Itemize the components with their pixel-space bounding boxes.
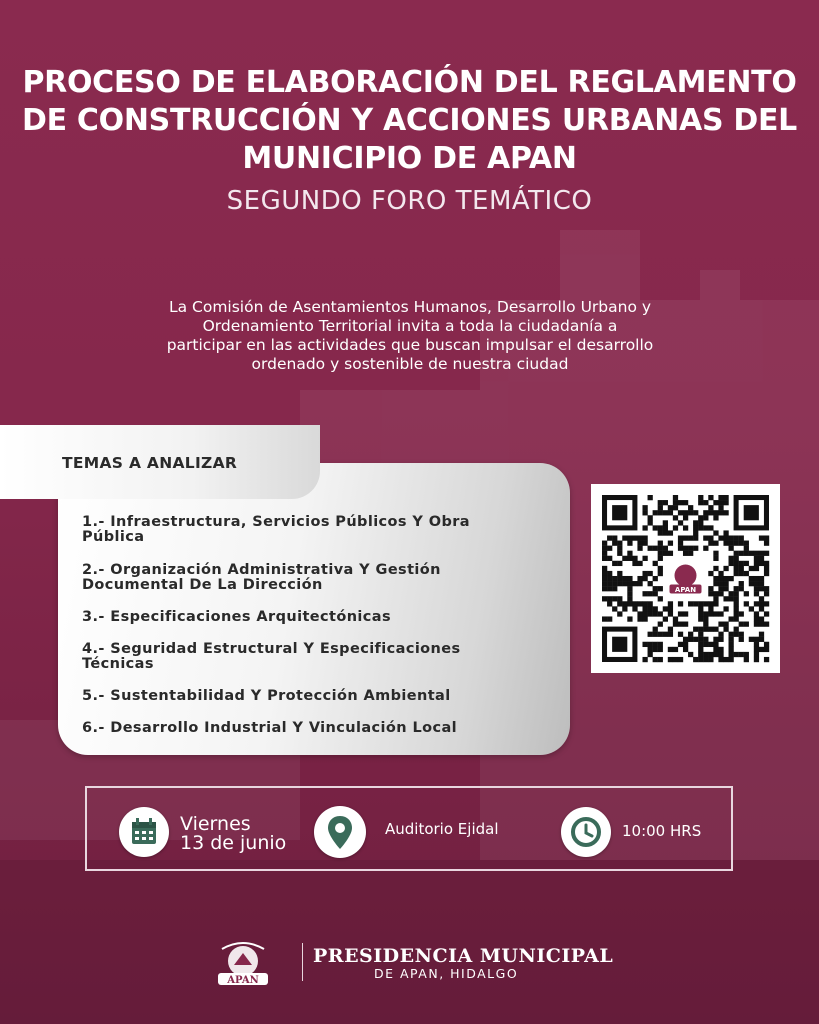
intro-line: Ordenamiento Territorial invita a toda la ciudadanía a	[202, 317, 618, 335]
topic-item	[82, 689, 562, 704]
footer-subtitle: DE APAN, HIDALGO	[374, 966, 519, 981]
event-time: 10:00 HRS	[622, 822, 702, 840]
footer-title: PRESIDENCIA MUNICIPAL	[313, 945, 614, 967]
seal-text: APAN	[227, 975, 259, 986]
footer-divider	[302, 943, 303, 981]
topic-item	[82, 563, 562, 593]
intro-text	[110, 298, 710, 374]
topic-line: 4.- Seguridad Estructural Y Especificaciones	[82, 641, 461, 657]
title-line: MUNICIPIO DE APAN	[242, 141, 577, 176]
topics-heading: TEMAS A ANALIZAR	[62, 454, 238, 472]
topic-item	[82, 610, 562, 625]
title-line: PROCESO DE ELABORACIÓN DEL REGLAMENTO	[22, 65, 797, 100]
intro-line: ordenado y sostenible de nuestra ciudad	[251, 355, 569, 373]
event-day: Viernes	[180, 813, 251, 835]
topic-line: 2.- Organización Administrativa Y Gestión	[82, 562, 441, 578]
event-date: 13 de junio	[180, 832, 287, 854]
topic-line: Pública	[82, 529, 145, 545]
topic-item	[82, 721, 562, 736]
topic-line: 6.- Desarrollo Industrial Y Vinculación Local	[82, 720, 457, 736]
intro-line: participar en las actividades que buscan impulsar el desarrollo	[166, 336, 654, 354]
title-line: DE CONSTRUCCIÓN Y ACCIONES URBANAS DEL	[21, 103, 798, 138]
location-pin-icon	[314, 806, 366, 858]
municipal-seal-logo	[212, 935, 274, 991]
subtitle: SEGUNDO FORO TEMÁTICO	[226, 186, 593, 216]
topic-item	[82, 515, 562, 545]
topic-line: 3.- Especificaciones Arquitectónicas	[82, 609, 392, 625]
intro-line: La Comisión de Asentamientos Humanos, Desarrollo Urbano y	[168, 298, 652, 316]
event-place: Auditorio Ejidal	[385, 820, 499, 838]
page-title	[0, 64, 819, 178]
qr-code[interactable]	[591, 484, 780, 673]
clock-icon	[561, 807, 611, 857]
qr-code-image	[591, 484, 780, 673]
topic-line: Documental De La Dirección	[82, 577, 323, 593]
topic-item	[82, 642, 562, 672]
topic-line: 5.- Sustentabilidad Y Protección Ambiental	[82, 688, 451, 704]
topic-line: 1.- Infraestructura, Servicios Públicos Y Obra	[82, 514, 470, 530]
qr-logo-text: APAN	[674, 586, 697, 594]
calendar-icon	[119, 807, 169, 857]
topic-line: Técnicas	[82, 656, 154, 672]
